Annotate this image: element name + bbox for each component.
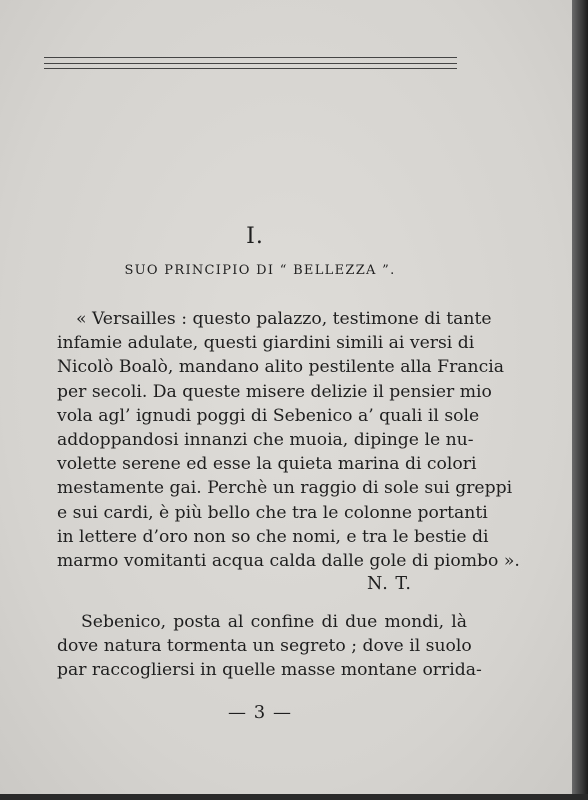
quote-line: e sui cardi, è più bello che tra le colonne portanti (57, 502, 488, 523)
chapter-number: I. (246, 224, 264, 249)
page-number: — 3 — (228, 702, 292, 723)
quote-signature: N. T. (367, 574, 412, 594)
quote-line: « Versailles : questo palazzo, testimone di tante (76, 309, 492, 329)
quote-line: Nicolò Boalò, mandano alito pestilente alla Francia (57, 357, 504, 378)
quote-line: vola agl’ ignudi poggi di Sebenico a’ quali il sole (57, 405, 480, 426)
quote-line: per secoli. Da queste misere delizie il pensier mio (57, 381, 492, 402)
body-paragraph (57, 610, 482, 683)
book-spine-shadow (572, 0, 588, 800)
body-line: Sebenico, posta al confine di due mondi, là (81, 612, 467, 632)
header-rule (44, 68, 457, 69)
quote-line: addoppandosi innanzi che muoia, dipinge le nu- (57, 430, 474, 451)
quote-line: in lettere d’oro non so che nomi, e tra le bestie di (57, 526, 489, 547)
page-bottom-edge (0, 794, 588, 800)
header-rule (44, 57, 457, 58)
body-line: par raccogliersi in quelle masse montane orrida- (57, 660, 482, 681)
chapter-title: SUO PRINCIPIO DI “ BELLEZZA ”. (124, 263, 396, 278)
quote-line: volette serene ed esse la quieta marina di colori (57, 454, 477, 475)
body-line: dove natura tormenta un segreto ; dove il suolo (57, 636, 472, 657)
quote-line: mestamente gai. Perchè un raggio di sole sui greppi (57, 478, 513, 499)
quote-line: marmo vomitanti acqua calda dalle gole di piombo ». (57, 551, 520, 572)
quote-line: infamie adulate, questi giardini simili ai versi di (57, 333, 475, 354)
epigraph-quote (57, 307, 520, 573)
header-rule (44, 63, 457, 64)
